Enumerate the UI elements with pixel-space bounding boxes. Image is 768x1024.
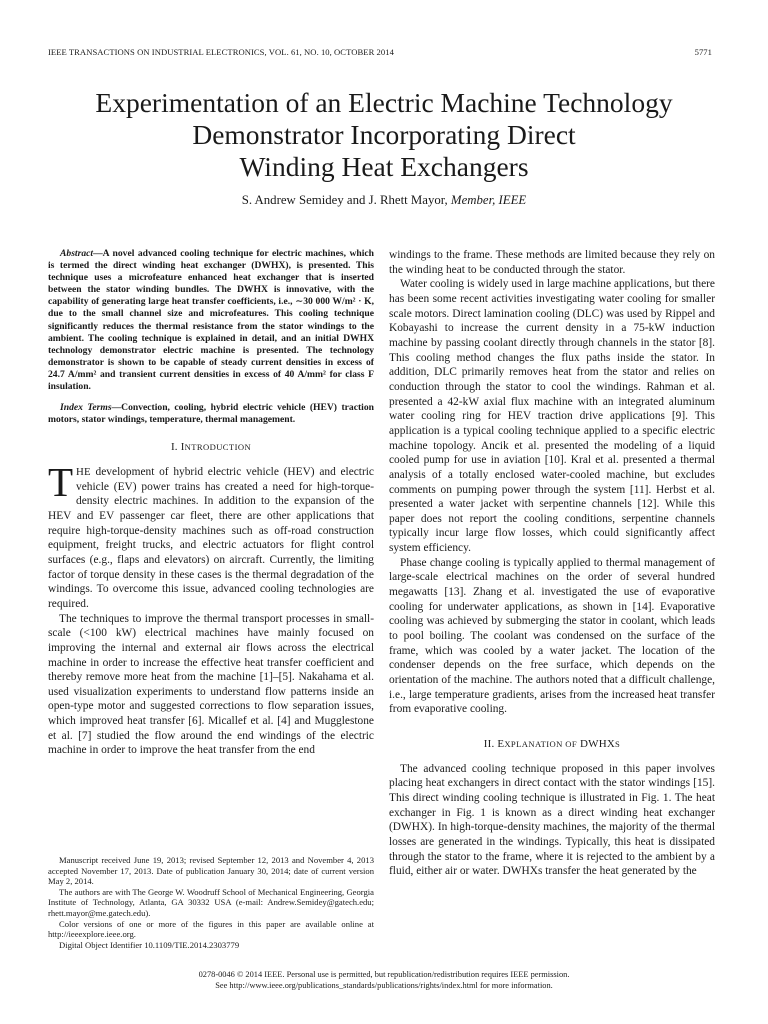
title-line: Experimentation of an Electric Machine Technology bbox=[95, 87, 673, 118]
title-line: Demonstrator Incorporating Direct bbox=[192, 119, 576, 150]
author-line bbox=[40, 193, 728, 208]
copyright-line-1: 0278-0046 © 2014 IEEE. Personal use is permitted, but republication/redistribution requires IEEE permission. bbox=[198, 970, 570, 979]
abstract-text: —A novel advanced cooling technique for electric machines, which is termed the direct winding heat exchanger (DWHX), is presented. This technique uses a microfeature enhanced heat exchanger that is inserted between the stator winding bundles. The DWHX is innovative, with the capability of generating large heat transfer coefficients, i.e., ∼30 000 W/m² · K, due to the small channel size and microfeatures. This cooling technique significantly reduces the thermal resistance from the stator windings to the ambient. The cooling technique is explained in detail, and an initial DWHX technology demonstrator electric machine is presented. The technology demonstrator is shown to be capable of steady current densities in excess of 24.7 A/mm² and transient current densities in excess of 40 A/mm² for class F insulation. bbox=[48, 248, 374, 393]
section-title-suffix: S bbox=[615, 739, 621, 749]
author-membership: Member, IEEE bbox=[450, 193, 527, 207]
footnote-color: Color versions of one or more of the figures in this paper are available online at http://ieeexplore.ieee.org. bbox=[48, 918, 374, 940]
section-number: I. bbox=[170, 441, 178, 454]
drop-cap: T bbox=[48, 458, 74, 505]
left-column bbox=[48, 248, 374, 758]
intro-paragraph-1 bbox=[48, 458, 374, 612]
page-number: 5771 bbox=[694, 47, 712, 57]
abstract bbox=[48, 248, 374, 393]
author-names: S. Andrew Semidey and J. Rhett Mayor, bbox=[241, 193, 448, 207]
section-title-first: E bbox=[497, 738, 505, 750]
footnote-affiliation: The authors are with The George W. Woodruff School of Mechanical Engineering, Georgia Institute of Technology, Atlanta, GA 30332 USA (e-mail: Andrew.Semidey@gatech.edu; rhett.mayor@me.gatech.edu). bbox=[48, 886, 374, 918]
dwhx-paragraph: The advanced cooling technique proposed in this paper involves placing heat exchangers in direct contact with the stator windings [15]. This direct winding cooling technique is illustrated in Fig. 1. The heat exchanger in Fig. 1 is known as a direct winding heat exchanger (DWHX). In high-torque-density machines, the majority of the thermal losses are generated in the windings. Typically, this heat is dissipated through the stator to the frame, where it is rejected to the ambient by a fluid, either air or water. DWHXs transfer the heat generated by the bbox=[389, 762, 715, 878]
section-title-first: I bbox=[180, 441, 185, 454]
index-terms-lead: Index Terms bbox=[60, 402, 112, 414]
paper-title bbox=[40, 87, 728, 183]
section-heading-introduction bbox=[48, 440, 374, 455]
phase-change-paragraph: Phase change cooling is typically applied to thermal management of large-scale electrical machines on the order of several hundred megawatts [13]. Zhang et al. investigated the use of evaporative cooling for underwater applications, as shown in [14]. Evaporative cooling was achieved by submerging the stator in coolant, which leads to pool boiling. The coolant was condensed on the surface of the frame, which was cooled by a water jacket. The location of the condenser depends on the free surface, which depends on the orientation of the machine. The authors noted that a difficult challenge, i.e., large temperature gradients, arises from the increased heat transfer from evaporative cooling. bbox=[389, 556, 715, 716]
footnote bbox=[48, 855, 374, 950]
index-terms-text: —Convection, cooling, hybrid electric vehicle (HEV) traction motors, stator windings, temperature, thermal management. bbox=[48, 402, 374, 426]
abstract-lead: Abstract bbox=[60, 248, 94, 259]
title-line: Winding Heat Exchangers bbox=[239, 151, 529, 182]
water-cooling-paragraph: Water cooling is widely used in large machine applications, but there has been some recent activities investigating water cooling for smaller scale motors. Direct lamination cooling (DLC) was used by Rippel and Kobayashi to increase the current density in a 75-kW induction machine by passing coolant directly through channels in the stator [8]. This cooling method changes the flux paths inside the stator. In addition, DLC primarily removes heat from the stator and relies on conduction through the stator to cool the windings. Rahman et al. presented a 42-kW axial flux machine with an integrated aluminum water cooling ring for HEV traction drive applications [9]. This application is a typical cooling technique applied to a specific electric machine topology. Ancik et al. presented the modeling of a liquid cooled pump for use in aviation [10]. Kral et al. presented a thermal analysis of a totally enclosed water-cooled machine, but excludes comments on pumping power through the system [11]. Herbst et al. presented a water jacket with serpentine channels [12]. While this paper does not report the cooling conditions, serpentine channels typically incur large flow losses, which could significantly affect system efficiency. bbox=[389, 278, 715, 555]
copyright-line-2: See http://www.ieee.org/publications_standards/publications/rights/index.html for more information. bbox=[215, 981, 553, 990]
right-column bbox=[389, 248, 715, 879]
index-terms bbox=[48, 402, 374, 426]
section-title-acronym: DWHX bbox=[580, 738, 616, 750]
intro-paragraph-2: The techniques to improve the thermal transport processes in small-scale (<100 kW) electrical machines have mainly focused on improving the internal and external air flows across the electrical machine in order to increase the effective heat transfer coefficient and thereby remove more heat from the machine [1]–[5]. Nakahama et al. used visualization experiments to understand flow patterns inside an open-type motor and suggested corrections to flow separation issues, which improved heat transfer [6]. Micallef et al. [4] and Mugglestone et al. [7] studied the flow around the end windings of the electric machine in order to improve the heat transfer from the end bbox=[48, 612, 374, 757]
section-title-rest: XPLANATION OF bbox=[504, 739, 578, 749]
section-number: II. bbox=[483, 738, 495, 750]
footnote-received: Manuscript received June 19, 2013; revised September 12, 2013 and November 4, 2013 accepted November 17, 2013. Date of publication January 30, 2014; date of current version May 2, 2014. bbox=[48, 855, 374, 887]
running-header bbox=[48, 47, 712, 59]
intro-text-1: development of hybrid electric vehicle (HEV) and electric vehicle (EV) power trains has created a need for high-torque-density electric machines. In addition to the expansion of the HEV and EV passenger car fleet, there are other applications that require high-torque-density machines such as off-road construction equipment, freight trucks, and electric actuators for flight control surfaces (e.g., flaps and elevators) on aircraft. Currently, the limiting factor of torque density in these cases is the thermal degradation of the windings. To overcome this issue, advanced cooling technologies are required. bbox=[48, 465, 374, 610]
journal-name: IEEE TRANSACTIONS ON INDUSTRIAL ELECTRONICS, VOL. 61, NO. 10, OCTOBER 2014 bbox=[48, 47, 394, 57]
footnote-doi: Digital Object Identifier 10.1109/TIE.2014.2303779 bbox=[59, 939, 240, 950]
intro-lead: HE bbox=[76, 465, 91, 478]
copyright-notice bbox=[40, 969, 728, 991]
continued-paragraph: windings to the frame. These methods are limited because they rely on the winding heat to be conducted through the stator. bbox=[389, 249, 715, 276]
section-heading-explanation bbox=[389, 737, 715, 752]
section-title-rest: NTRODUCTION bbox=[184, 442, 252, 453]
